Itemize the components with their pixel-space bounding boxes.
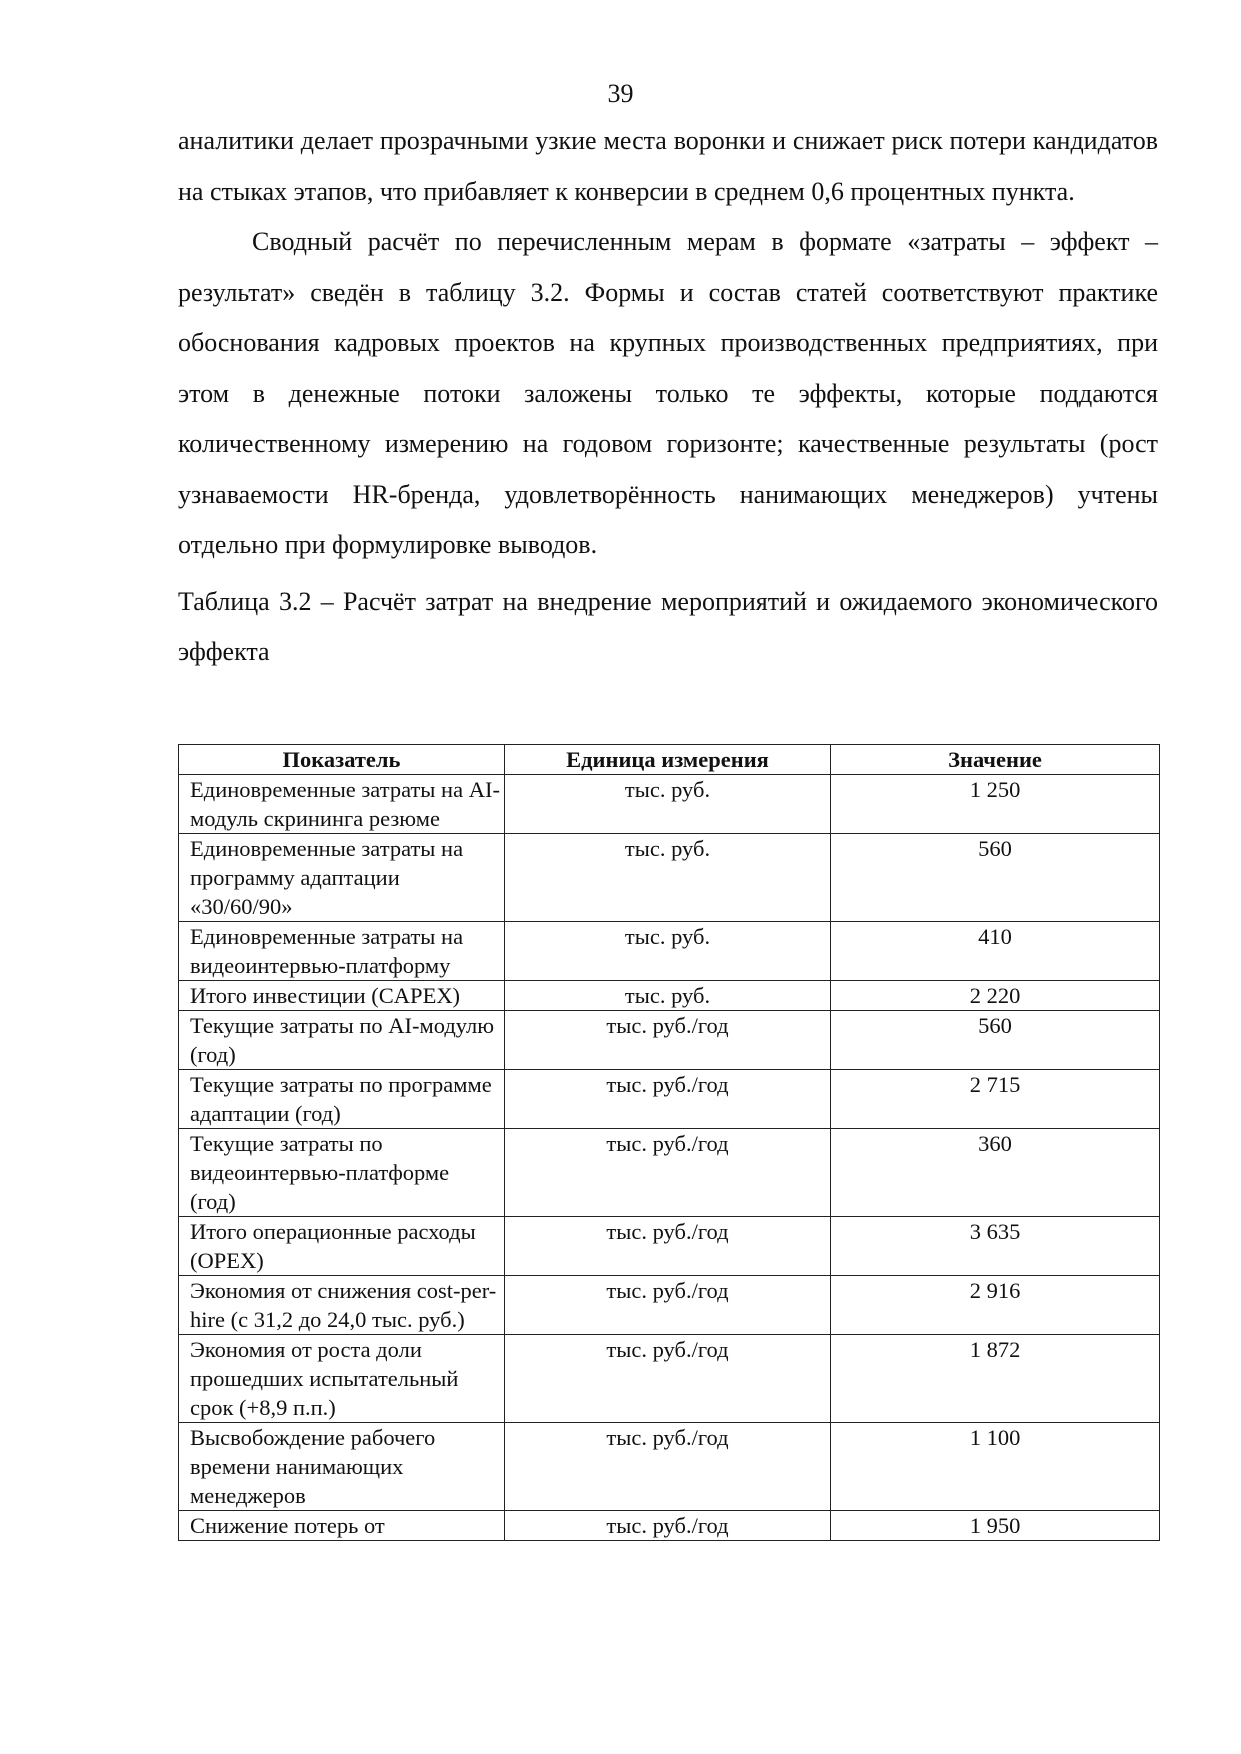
row-unit: тыс. руб./год [505, 1511, 831, 1541]
row-value: 2 220 [831, 981, 1160, 1011]
row-indicator: Текущие затраты по видеоинтервью-платформе (год) [179, 1129, 505, 1217]
table-row [179, 1011, 1160, 1070]
cost-effect-table [178, 744, 1160, 1541]
row-unit: тыс. руб./год [505, 1276, 831, 1335]
paragraph-summary: Сводный расчёт по перечисленным мерам в формате «затраты – эффект – результат» сведён в таблицу 3.2. Формы и состав статей соответствуют практике обоснования кадровых проектов на крупных производственных предприятиях, при этом в денежные потоки заложены только те эффекты, которые поддаются количественному измерению на годовом горизонте; качественные результаты (рост узнаваемости HR-бренда, удовлетворённость нанимающих менеджеров) учтены отдельно при формулировке выводов. [178, 227, 1158, 559]
table-caption: Таблица 3.2 – Расчёт затрат на внедрение мероприятий и ожидаемого экономического эффекта [178, 586, 1158, 666]
row-unit: тыс. руб. [505, 775, 831, 834]
column-header-unit: Единица измерения [505, 745, 831, 775]
row-unit: тыс. руб. [505, 981, 831, 1011]
row-unit: тыс. руб. [505, 922, 831, 981]
row-indicator: Единовременные затраты на видеоинтервью-платформу [179, 922, 505, 981]
row-value: 410 [831, 922, 1160, 981]
row-unit: тыс. руб./год [505, 1129, 831, 1217]
column-header-value: Значение [831, 745, 1160, 775]
row-indicator: Экономия от роста доли прошедших испытательный срок (+8,9 п.п.) [179, 1335, 505, 1423]
table-row [179, 834, 1160, 922]
column-header-indicator: Показатель [179, 745, 505, 775]
row-value: 1 100 [831, 1423, 1160, 1511]
table-row [179, 1070, 1160, 1129]
table-row [179, 1511, 1160, 1541]
row-indicator: Высвобождение рабочего времени нанимающих менеджеров [179, 1423, 505, 1511]
row-indicator: Снижение потерь от [179, 1511, 505, 1541]
row-value: 3 635 [831, 1217, 1160, 1276]
table-row [179, 1129, 1160, 1217]
table-row [179, 981, 1160, 1011]
row-unit: тыс. руб./год [505, 1423, 831, 1511]
row-indicator: Текущие затраты по AI-модулю (год) [179, 1011, 505, 1070]
table-row [179, 922, 1160, 981]
row-indicator: Текущие затраты по программе адаптации (год) [179, 1070, 505, 1129]
row-value: 2 916 [831, 1276, 1160, 1335]
table-row [179, 1335, 1160, 1423]
row-value: 1 250 [831, 775, 1160, 834]
table-row [179, 1217, 1160, 1276]
row-indicator: Итого инвестиции (CAPEX) [179, 981, 505, 1011]
row-indicator: Единовременные затраты на программу адаптации «30/60/90» [179, 834, 505, 922]
table-header-row [179, 745, 1160, 775]
row-indicator: Экономия от снижения cost-per-hire (с 31,2 до 24,0 тыс. руб.) [179, 1276, 505, 1335]
paragraph-continuation: аналитики делает прозрачными узкие места воронки и снижает риск потери кандидатов на стыках этапов, что прибавляет к конверсии в среднем 0,6 процентных пункта. [178, 126, 1158, 206]
row-indicator: Единовременные затраты на AI-модуль скрининга резюме [179, 775, 505, 834]
row-value: 1 872 [831, 1335, 1160, 1423]
row-unit: тыс. руб./год [505, 1335, 831, 1423]
table-row [179, 775, 1160, 834]
row-value: 360 [831, 1129, 1160, 1217]
row-unit: тыс. руб. [505, 834, 831, 922]
row-value: 1 950 [831, 1511, 1160, 1541]
body-text [178, 116, 1158, 677]
row-unit: тыс. руб./год [505, 1217, 831, 1276]
page-number: 39 [607, 79, 634, 108]
row-indicator: Итого операционные расходы (OPEX) [179, 1217, 505, 1276]
row-value: 560 [831, 834, 1160, 922]
table-row [179, 1276, 1160, 1335]
row-value: 2 715 [831, 1070, 1160, 1129]
row-unit: тыс. руб./год [505, 1011, 831, 1070]
row-value: 560 [831, 1011, 1160, 1070]
table-row [179, 1423, 1160, 1511]
row-unit: тыс. руб./год [505, 1070, 831, 1129]
